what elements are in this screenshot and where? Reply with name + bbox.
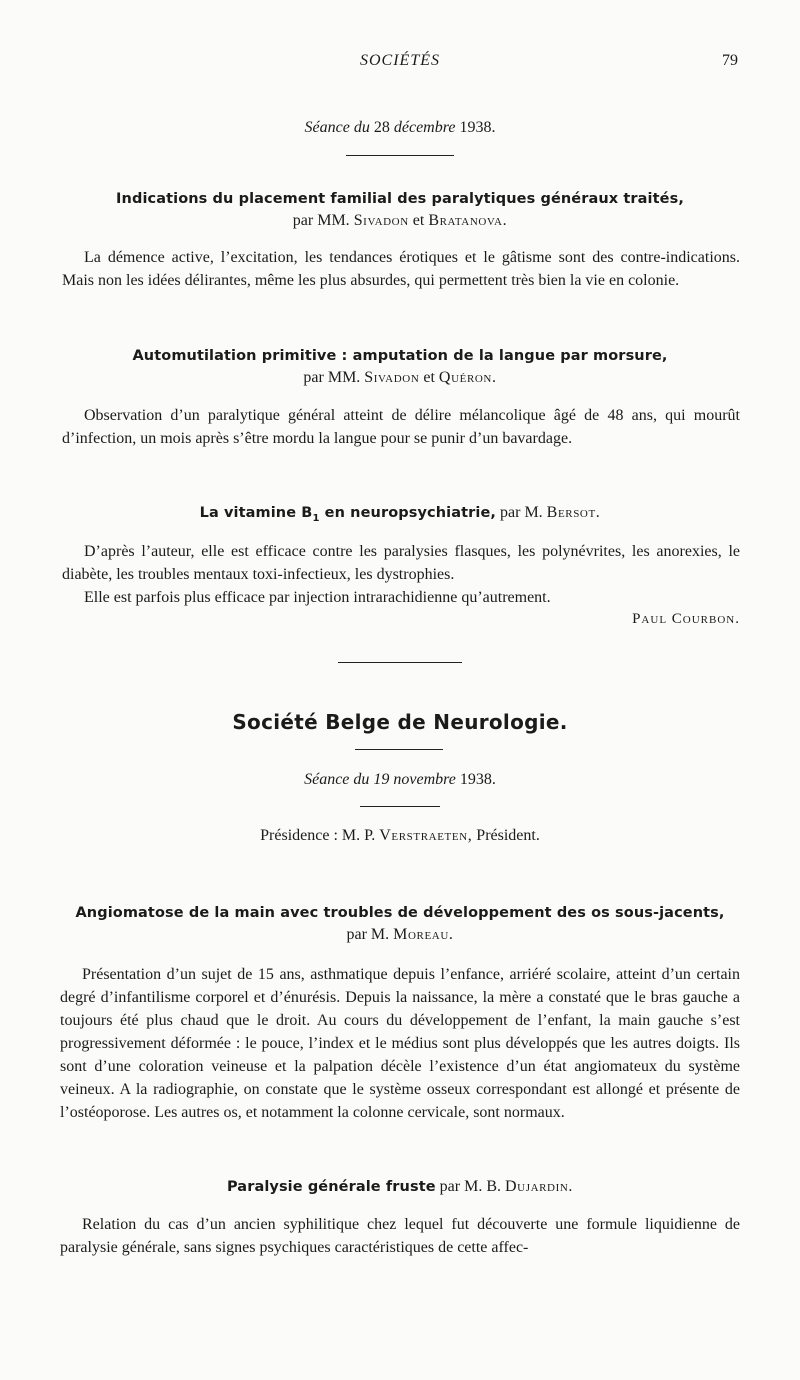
society-title: Société Belge de Neurologie.	[232, 710, 568, 734]
authors-prefix: par M.	[500, 504, 543, 521]
article-heading	[60, 1178, 740, 1196]
author-name: Bratanova.	[428, 212, 508, 229]
author-name: Quéron.	[438, 369, 497, 386]
article-title: Angiomatose de la main avec troubles de développement des os sous-jacents,	[75, 905, 725, 921]
running-head	[0, 52, 800, 76]
article-authors	[48, 924, 752, 946]
title-text: en neuropsychiatrie,	[319, 505, 497, 521]
session-year: 1938.	[459, 771, 496, 788]
divider-rule	[338, 662, 462, 663]
session-label: Séance du	[304, 119, 370, 136]
session-month: décembre	[393, 119, 456, 136]
article-title: Paralysie générale fruste	[226, 1179, 436, 1195]
session-month: novembre	[393, 771, 456, 788]
article-title	[199, 505, 497, 524]
title-text: La vitamine B	[199, 505, 313, 521]
article-heading	[48, 902, 752, 946]
article-body: Elle est parfois plus efficace par injection intrarachidienne qu’autrement.	[84, 589, 551, 606]
page-number: 79	[722, 52, 738, 69]
authors-conjunction: et	[412, 212, 425, 229]
session-year: 1938.	[459, 119, 496, 136]
author-name: Dujardin.	[505, 1178, 574, 1195]
article-body: La démence active, l’excitation, les tendances érotiques et le gâtisme sont des contre-indications. Mais non les idées délirantes, même les plus absurdes, qui permettent très bien la vie en colonie.	[62, 249, 740, 289]
president-name: Verstraeten,	[379, 827, 473, 844]
session-heading-1	[0, 119, 800, 137]
session-label: Séance du	[304, 771, 370, 788]
article-authors	[60, 210, 740, 232]
title-subscript: 1	[312, 512, 320, 524]
session-day: 19	[373, 771, 390, 788]
authors-prefix: par M. B.	[439, 1178, 501, 1195]
article-heading	[60, 504, 740, 524]
article-title: Indications du placement familial des paralytiques généraux traités,	[116, 191, 684, 207]
article-heading	[60, 345, 740, 389]
author-name: Sivadon	[353, 212, 409, 229]
presidence-line	[0, 827, 800, 845]
article-body: D’après l’auteur, elle est efficace contre les paralysies flasques, les polynévrites, les anorexies, le diabète, les troubles mentaux toxi-infectieux, les dystrophies.	[62, 543, 740, 583]
divider-rule	[360, 806, 440, 807]
article-body: Relation du cas d’un ancien syphilitique chez lequel fut découverte une formule liquidienne de paralysie générale, sans signes psychiques caractéristiques de cette affec-	[60, 1216, 740, 1256]
divider-rule	[355, 749, 443, 750]
session-heading-2	[0, 771, 800, 789]
author-name: Bersot.	[546, 504, 601, 521]
author-signature: Paul Courbon.	[632, 611, 740, 627]
author-name: Sivadon	[364, 369, 420, 386]
session-day: 28	[373, 119, 390, 136]
authors-prefix: par M.	[346, 926, 390, 943]
authors-conjunction: et	[423, 369, 435, 386]
presidence-label: Présidence : M. P.	[260, 827, 376, 844]
authors-prefix: par MM.	[292, 212, 350, 229]
article-title: Automutilation primitive : amputation de la langue par morsure,	[132, 348, 668, 364]
article-body: Observation d’un paralytique général atteint de délire mélancolique âgé de 48 ans, qui mourût d’infection, un mois après s’être mordu la langue pour se punir d’un bavardage.	[62, 407, 740, 447]
president-title: Président.	[476, 827, 540, 844]
running-title: SOCIÉTÉS	[360, 52, 440, 69]
author-name: Moreau.	[393, 926, 454, 943]
article-body: Présentation d’un sujet de 15 ans, asthmatique depuis l’enfance, arriéré scolaire, atteint d’un certain degré d’infantilisme corporel et d’énurésis. Depuis la naissance, la mère a constaté que le bras gauche a toujours été plus chaud que le droit. Au cours du développement de l’enfant, la main gauche s’est progressivement déformée : le pouce, l’index et le médius sont plus développés que les autres doigts. Ils sont d’une coloration veineuse et la palpation décèle l’existence d’un état angiomateux du système veineux. A la radiographie, on constate que le système osseux correspondant est allongé et présente de l’ostéoporose. Les autres os, et notamment la colonne cervicale, sont normaux.	[60, 966, 740, 1121]
article-authors	[60, 367, 740, 389]
divider-rule	[346, 155, 454, 156]
article-heading	[60, 188, 740, 232]
authors-prefix: par MM.	[303, 369, 361, 386]
